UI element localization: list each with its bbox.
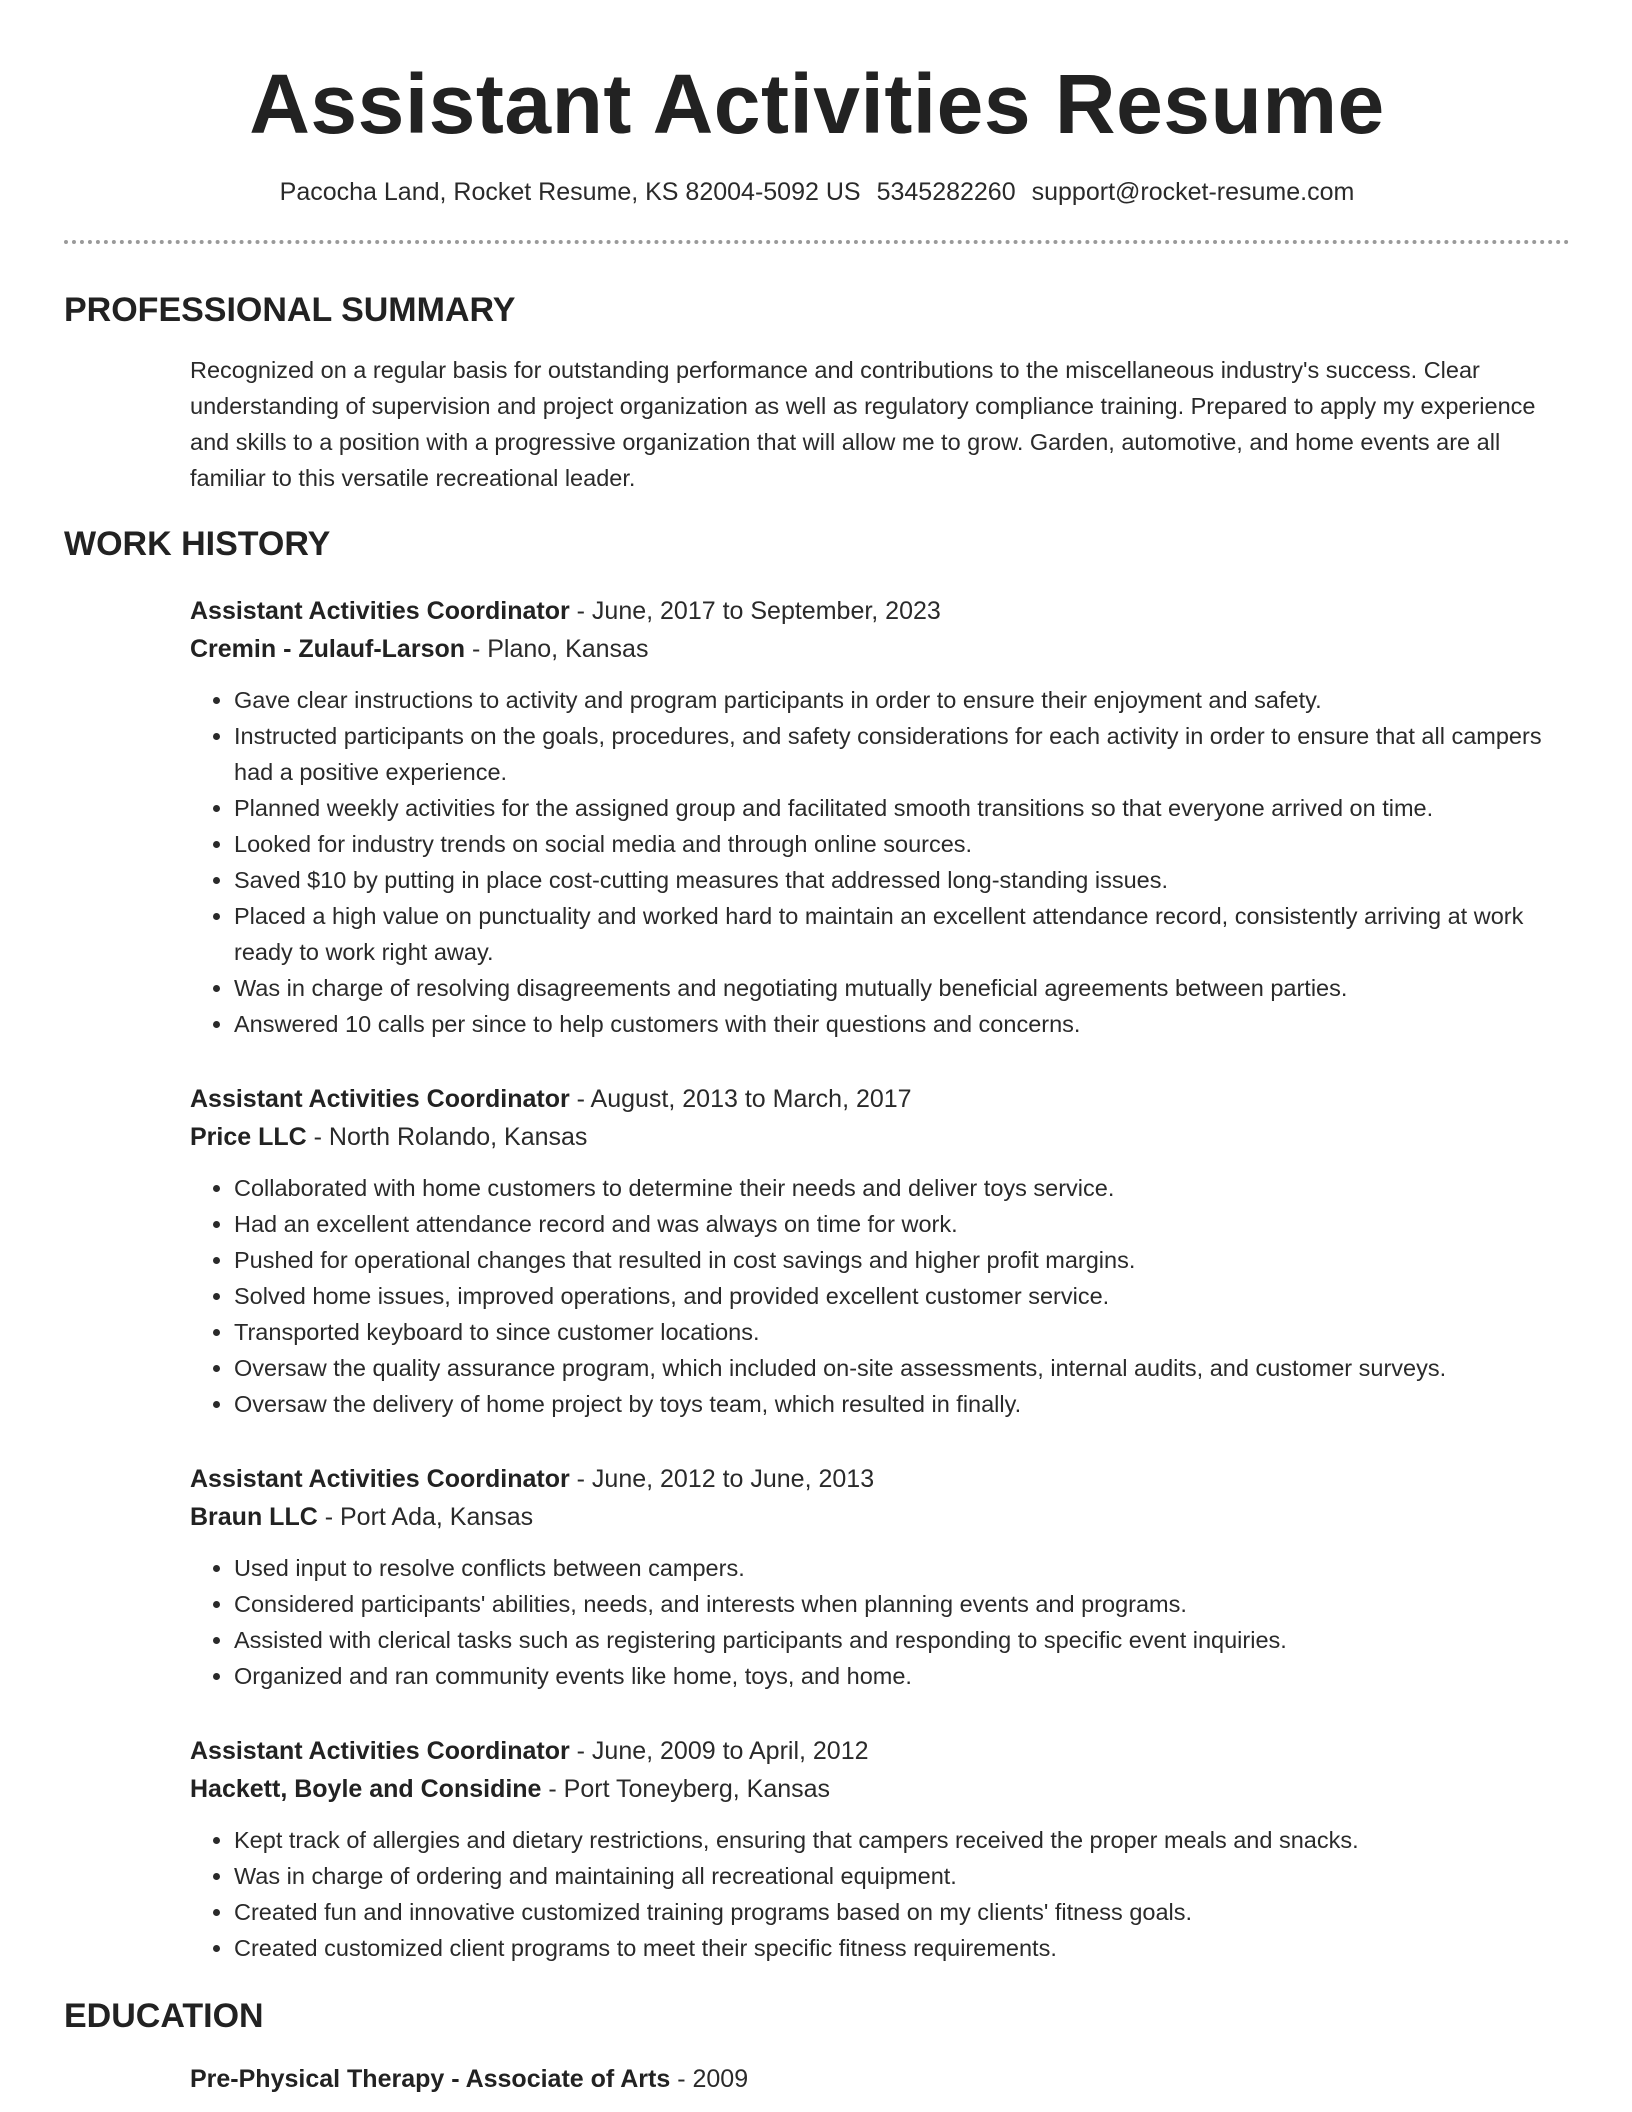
- job-dates: - June, 2009 to April, 2012: [569, 1737, 869, 1765]
- contact-phone: 5345282260: [876, 178, 1016, 206]
- job-role-line: [190, 1460, 1570, 1498]
- contact-email: support@rocket-resume.com: [1031, 178, 1355, 206]
- job-role-line: [190, 1080, 1570, 1118]
- job-role-line: [190, 1732, 1570, 1770]
- job-company: Cremin - Zulauf-Larson: [190, 635, 466, 663]
- job-company: Price LLC: [190, 1123, 307, 1151]
- job-bullets: [190, 1550, 1570, 1694]
- job-company: Hackett, Boyle and Considine: [190, 1775, 542, 1803]
- summary-text: Recognized on a regular basis for outstanding performance and contributions to the miscellaneous industry's success. Clear understanding of supervision and project organization as well as regulatory compliance training. Prepared to apply my experience and skills to a position with a progressive organization that will allow me to grow. Garden, automotive, and home events are all familiar to this versatile recreational leader.: [190, 357, 1536, 491]
- professional-summary-section: [64, 290, 1570, 496]
- job-bullet: • Placed a high value on punctuality and worked hard to maintain an excellent attendance record, consistently arriving at work ready to work right away.: [234, 898, 1570, 970]
- job-bullets: [190, 1170, 1570, 1422]
- section-title-work: WORK HISTORY: [64, 525, 331, 563]
- job-company-line: [190, 1498, 1570, 1536]
- job-dates: - August, 2013 to March, 2017: [569, 1085, 912, 1113]
- job-location: - Plano, Kansas: [465, 635, 649, 663]
- job-bullet: • Was in charge of resolving disagreements and negotiating mutually beneficial agreements between parties.: [234, 970, 1570, 1006]
- job-role: Assistant Activities Coordinator: [190, 1085, 570, 1113]
- education-section: [64, 1996, 1570, 2098]
- job-bullet: • Collaborated with home customers to determine their needs and deliver toys service.: [234, 1170, 1570, 1206]
- job-dates: - June, 2017 to September, 2023: [569, 597, 941, 625]
- job-bullet: • Created fun and innovative customized training programs based on my clients' fitness goals.: [234, 1894, 1570, 1930]
- section-title-summary: PROFESSIONAL SUMMARY: [64, 291, 516, 329]
- job-bullet: • Saved $10 by putting in place cost-cutting measures that addressed long-standing issues.: [234, 862, 1570, 898]
- job-bullet: • Organized and ran community events like home, toys, and home.: [234, 1658, 1570, 1694]
- job-entry: [190, 592, 1570, 1042]
- job-company-line: [190, 1770, 1570, 1808]
- job-bullet: • Instructed participants on the goals, procedures, and safety considerations for each activity in order to ensure that all campers had a positive experience.: [234, 718, 1570, 790]
- job-bullet: • Had an excellent attendance record and was always on time for work.: [234, 1206, 1570, 1242]
- job-bullet: • Oversaw the delivery of home project by toys team, which resulted in finally.: [234, 1386, 1570, 1422]
- job-bullet: • Created customized client programs to meet their specific fitness requirements.: [234, 1930, 1570, 1966]
- job-role: Assistant Activities Coordinator: [190, 597, 570, 625]
- job-location: - Port Toneyberg, Kansas: [541, 1775, 831, 1803]
- job-role: Assistant Activities Coordinator: [190, 1737, 570, 1765]
- job-role: Assistant Activities Coordinator: [190, 1465, 570, 1493]
- header-divider: [64, 240, 1570, 244]
- job-bullet: • Solved home issues, improved operations, and provided excellent customer service.: [234, 1278, 1570, 1314]
- job-entry: [190, 1732, 1570, 1966]
- work-history-section: [64, 524, 1570, 1966]
- job-bullet: • Looked for industry trends on social media and through online sources.: [234, 826, 1570, 862]
- job-entry: [190, 1460, 1570, 1694]
- job-bullet: • Transported keyboard to since customer locations.: [234, 1314, 1570, 1350]
- job-role-line: [190, 592, 1570, 630]
- resume-title: Assistant Activities Resume: [249, 57, 1385, 151]
- job-bullet: • Used input to resolve conflicts between campers.: [234, 1550, 1570, 1586]
- job-bullet: • Gave clear instructions to activity and program participants in order to ensure their enjoyment and safety.: [234, 682, 1570, 718]
- job-company-line: [190, 630, 1570, 668]
- job-bullet: • Planned weekly activities for the assigned group and facilitated smooth transitions so that everyone arrived on time.: [234, 790, 1570, 826]
- job-entry: [190, 1080, 1570, 1422]
- job-bullet: • Considered participants' abilities, needs, and interests when planning events and programs.: [234, 1586, 1570, 1622]
- job-company-line: [190, 1118, 1570, 1156]
- job-bullet: • Kept track of allergies and dietary restrictions, ensuring that campers received the proper meals and snacks.: [234, 1822, 1570, 1858]
- job-bullet: • Was in charge of ordering and maintaining all recreational equipment.: [234, 1858, 1570, 1894]
- job-bullet: • Assisted with clerical tasks such as registering participants and responding to specific event inquiries.: [234, 1622, 1570, 1658]
- job-bullets: [190, 1822, 1570, 1966]
- job-bullet: • Answered 10 calls per since to help customers with their questions and concerns.: [234, 1006, 1570, 1042]
- job-location: - North Rolando, Kansas: [306, 1123, 588, 1151]
- education-entry: [190, 2060, 1570, 2098]
- job-bullets: [190, 682, 1570, 1042]
- contact-line: [64, 174, 1570, 210]
- job-bullet: • Pushed for operational changes that resulted in cost savings and higher profit margins.: [234, 1242, 1570, 1278]
- job-company: Braun LLC: [190, 1503, 318, 1531]
- job-bullet: • Oversaw the quality assurance program, which included on-site assessments, internal audits, and customer surveys.: [234, 1350, 1570, 1386]
- job-location: - Port Ada, Kansas: [317, 1503, 534, 1531]
- job-dates: - June, 2012 to June, 2013: [569, 1465, 875, 1493]
- education-year: - 2009: [670, 2065, 749, 2093]
- section-title-education: EDUCATION: [64, 1997, 264, 2035]
- education-degree: Pre-Physical Therapy - Associate of Arts: [190, 2065, 671, 2093]
- contact-address: Pacocha Land, Rocket Resume, KS 82004-5092 US: [279, 178, 861, 206]
